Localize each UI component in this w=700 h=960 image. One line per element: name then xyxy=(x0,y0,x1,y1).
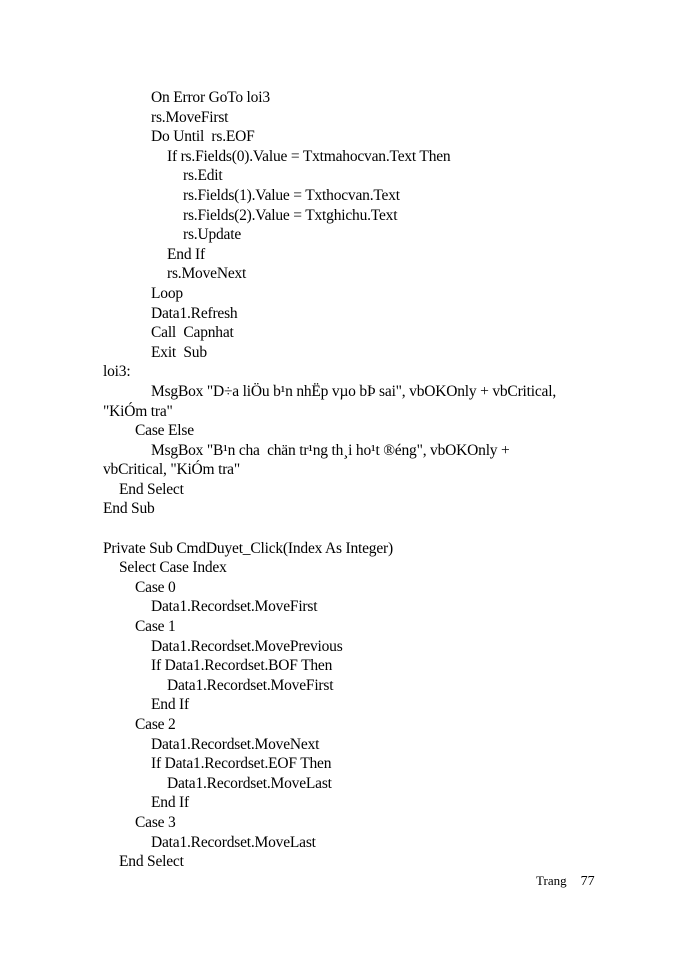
code-line: End Sub xyxy=(103,500,155,518)
code-line: If Data1.Recordset.EOF Then xyxy=(151,755,332,773)
code-line: On Error GoTo loi3 xyxy=(151,89,270,106)
code-line: MsgBox "B¹n cha chän tr¹ng th¸i ho¹t ®éng", vbOKOnly + xyxy=(151,441,510,459)
code-line: Data1.Refresh xyxy=(151,304,238,322)
code-line: rs.Fields(2).Value = Txtghichu.Text xyxy=(183,206,398,224)
code-block xyxy=(103,88,663,872)
page-number: 77 xyxy=(580,874,595,889)
code-line: Case 3 xyxy=(135,813,176,831)
code-line: vbCritical, "KiÓm tra" xyxy=(103,461,240,479)
code-line: Call Capnhat xyxy=(151,324,234,342)
code-line: rs.Edit xyxy=(183,167,223,185)
code-line: Private Sub CmdDuyet_Click(Index As Integer) xyxy=(103,539,393,557)
code-line: End Select xyxy=(119,480,184,498)
code-line: Data1.Recordset.MoveFirst xyxy=(167,676,334,694)
code-line: "KiÓm tra" xyxy=(103,402,173,420)
code-line: If rs.Fields(0).Value = Txtmahocvan.Text Then xyxy=(167,147,451,165)
code-line: rs.MoveNext xyxy=(167,265,247,283)
code-line: Data1.Recordset.MovePrevious xyxy=(151,637,343,655)
code-line: Data1.Recordset.MoveLast xyxy=(151,833,316,851)
code-line: rs.Fields(1).Value = Txthocvan.Text xyxy=(183,186,400,204)
code-line: Exit Sub xyxy=(151,343,207,361)
code-line xyxy=(103,519,663,539)
code-line: rs.Update xyxy=(183,226,242,244)
code-line: Data1.Recordset.MoveFirst xyxy=(151,598,318,616)
code-line: Case 0 xyxy=(135,578,176,596)
code-line: If Data1.Recordset.BOF Then xyxy=(151,657,333,675)
code-line: Data1.Recordset.MoveLast xyxy=(167,774,332,792)
page-footer xyxy=(536,873,595,890)
code-line: End If xyxy=(167,245,205,263)
code-line: Data1.Recordset.MoveNext xyxy=(151,735,320,753)
code-line: Select Case Index xyxy=(119,559,227,577)
code-line: Case 1 xyxy=(135,618,176,636)
code-line: End If xyxy=(151,696,189,714)
code-line: End Select xyxy=(119,853,184,871)
code-line: Loop xyxy=(151,284,183,302)
page-label: Trang xyxy=(536,873,567,888)
code-line: rs.MoveFirst xyxy=(151,108,229,126)
code-line: MsgBox "D÷a liÖu b¹n nhËp vµo bÞ sai", vbOKOnly + vbCritical, xyxy=(151,382,556,400)
code-line: Do Until rs.EOF xyxy=(151,128,255,146)
code-line: loi3: xyxy=(103,363,131,381)
code-line: Case 2 xyxy=(135,716,176,733)
code-line: Case Else xyxy=(135,422,194,440)
code-line: End If xyxy=(151,794,189,812)
